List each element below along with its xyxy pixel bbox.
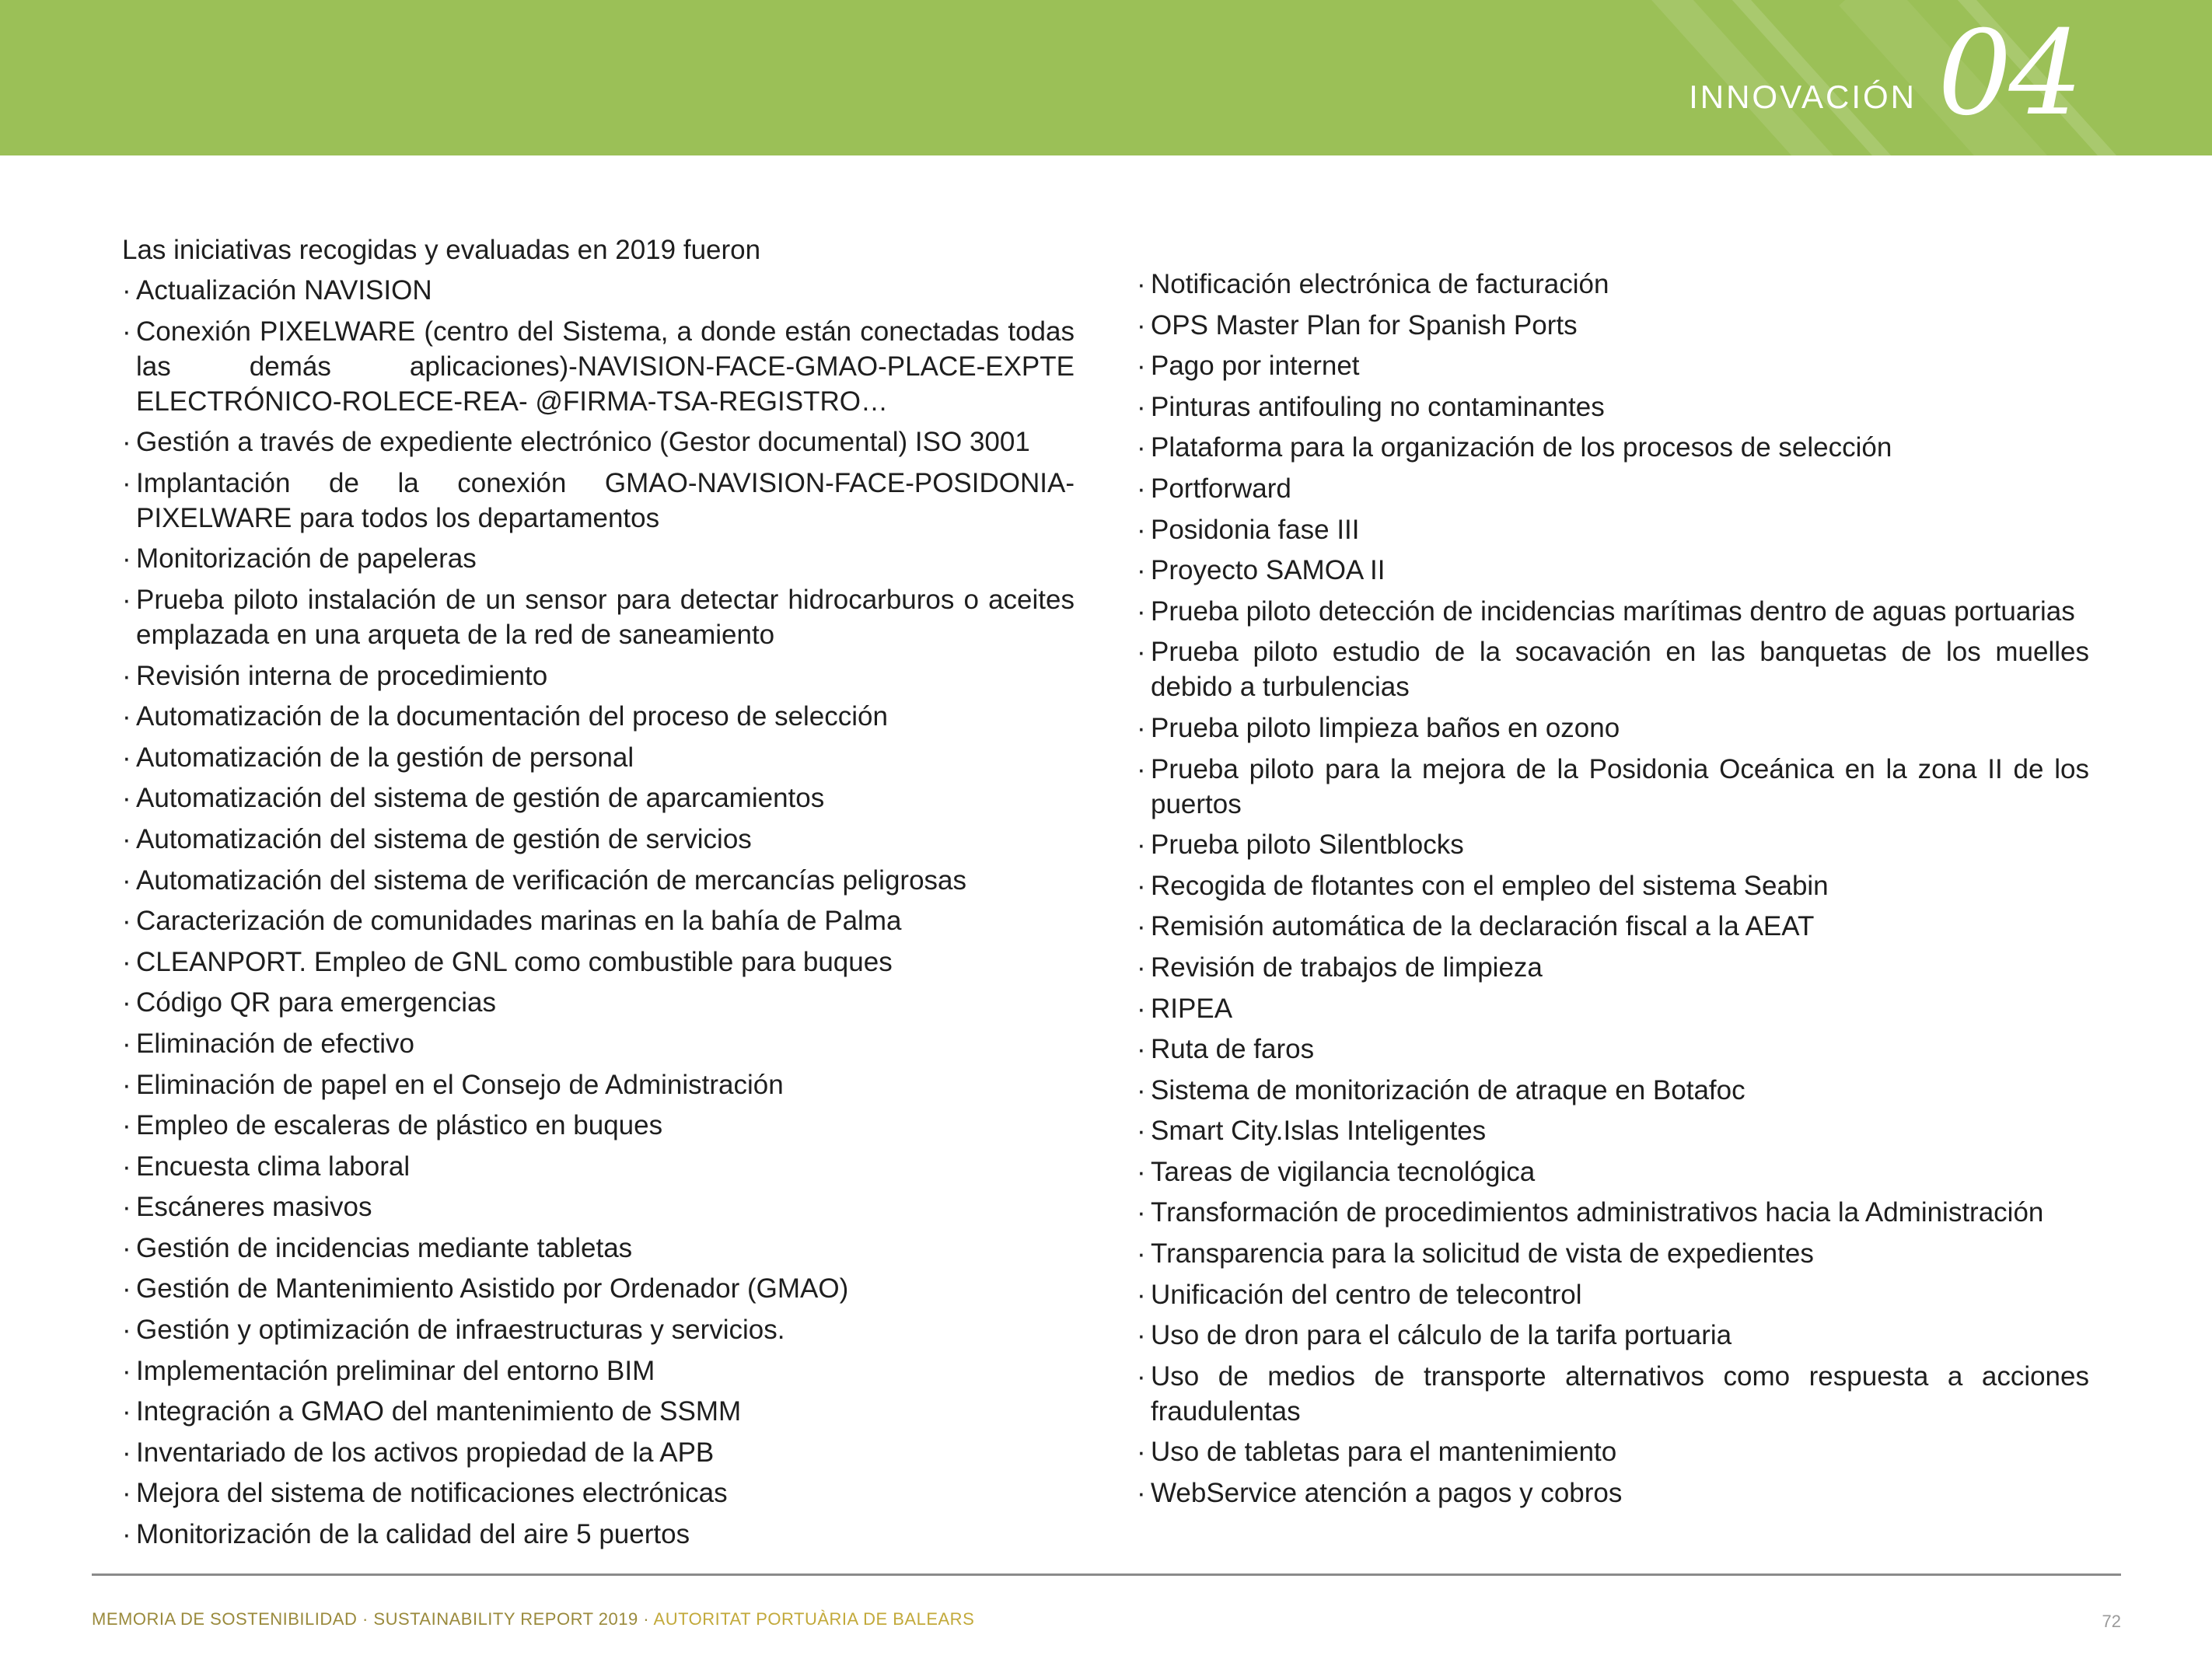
list-item: · Automatización del sistema de verificación de mercancías peligrosas	[122, 863, 1075, 898]
list-item: · Automatización de la gestión de personal	[122, 740, 1075, 775]
list-item: · Uso de tabletas para el mantenimiento	[1137, 1434, 2089, 1469]
list-item: · Implementación preliminar del entorno BIM	[122, 1353, 1075, 1388]
list-item: · Notificación electrónica de facturación	[1137, 267, 2089, 302]
list-item: · Prueba piloto estudio de la socavación en las banquetas de los muelles debido a turbulencias	[1137, 634, 2089, 704]
list-item: · Eliminación de papel en el Consejo de Administración	[122, 1067, 1075, 1102]
list-item: · Gestión a través de expediente electrónico (Gestor documental) ISO 3001	[122, 424, 1075, 459]
list-item: · Prueba piloto limpieza baños en ozono	[1137, 711, 2089, 746]
footer-divider	[92, 1573, 2121, 1576]
list-item: · Monitorización de la calidad del aire 5 puertos	[122, 1517, 1075, 1552]
list-item: · Remisión automática de la declaración fiscal a la AEAT	[1137, 909, 2089, 944]
list-item: · WebService atención a pagos y cobros	[1137, 1476, 2089, 1511]
list-item: · Integración a GMAO del mantenimiento de SSMM	[122, 1394, 1075, 1429]
list-item: · Pago por internet	[1137, 348, 2089, 383]
list-item: · Proyecto SAMOA II	[1137, 553, 2089, 588]
list-item: · Actualización NAVISION	[122, 273, 1075, 308]
list-item: · Plataforma para la organización de los procesos de selección	[1137, 430, 2089, 465]
list-item: · Encuesta clima laboral	[122, 1149, 1075, 1184]
list-item: · Uso de medios de transporte alternativos como respuesta a acciones fraudulentas	[1137, 1359, 2089, 1429]
list-item: · Implantación de la conexión GMAO-NAVISION-FACE-POSIDONIA-PIXELWARE para todos los departamentos	[122, 466, 1075, 536]
header-band	[0, 0, 2212, 155]
chapter-number: 04	[1938, 6, 2080, 141]
list-item: · Sistema de monitorización de atraque en Botafoc	[1137, 1073, 2089, 1108]
list-item: · Prueba piloto Silentblocks	[1137, 827, 2089, 862]
initiatives-list-right	[1137, 267, 2089, 1517]
list-item: · RIPEA	[1137, 991, 2089, 1026]
list-item: · Posidonia fase III	[1137, 512, 2089, 547]
list-item: · Recogida de flotantes con el empleo del sistema Seabin	[1137, 868, 2089, 903]
list-item: · Tareas de vigilancia tecnológica	[1137, 1154, 2089, 1189]
list-item: · Revisión de trabajos de limpieza	[1137, 950, 2089, 985]
list-item: · Prueba piloto instalación de un sensor para detectar hidrocarburos o aceites emplazada en una arqueta de la red de saneamiento	[122, 582, 1075, 652]
list-item: · Empleo de escaleras de plástico en buques	[122, 1108, 1075, 1143]
list-item: · Revisión interna de procedimiento	[122, 658, 1075, 693]
list-item: · Smart City.Islas Inteligentes	[1137, 1113, 2089, 1148]
list-item: · Código QR para emergencias	[122, 985, 1075, 1020]
footer-report-title: MEMORIA DE SOSTENIBILIDAD · SUSTAINABILITY REPORT 2019 ·	[92, 1609, 654, 1629]
list-item: · Monitorización de papeleras	[122, 541, 1075, 576]
list-item: · Prueba piloto detección de incidencias marítimas dentro de aguas portuarias	[1137, 594, 2089, 629]
list-item: · Portforward	[1137, 471, 2089, 506]
page-number: 72	[2102, 1612, 2121, 1631]
list-item: · Pinturas antifouling no contaminantes	[1137, 389, 2089, 424]
list-item: · Automatización del sistema de gestión de servicios	[122, 822, 1075, 857]
list-item: · Inventariado de los activos propiedad de la APB	[122, 1435, 1075, 1470]
list-item: · Transparencia para la solicitud de vista de expedientes	[1137, 1236, 2089, 1271]
list-item: · Transformación de procedimientos administrativos hacia la Administración	[1137, 1195, 2089, 1230]
list-item: · Caracterización de comunidades marinas en la bahía de Palma	[122, 903, 1075, 938]
section-title: INNOVACIÓN	[1689, 79, 1917, 115]
list-item: · Unificación del centro de telecontrol	[1137, 1277, 2089, 1312]
list-item: · Mejora del sistema de notificaciones electrónicas	[122, 1476, 1075, 1511]
list-item: · CLEANPORT. Empleo de GNL como combustible para buques	[122, 945, 1075, 980]
list-item: · Prueba piloto para la mejora de la Posidonia Oceánica en la zona II de los puertos	[1137, 752, 2089, 822]
list-item: · OPS Master Plan for Spanish Ports	[1137, 308, 2089, 343]
footer-organization: AUTORITAT PORTUÀRIA DE BALEARS	[653, 1609, 975, 1629]
list-item: · Automatización de la documentación del proceso de selección	[122, 699, 1075, 734]
intro-text: Las iniciativas recogidas y evaluadas en 2019 fueron	[122, 235, 761, 265]
initiatives-list-left	[122, 273, 1075, 1558]
footer-text	[92, 1609, 974, 1629]
list-item: · Conexión PIXELWARE (centro del Sistema, a donde están conectadas todas las demás aplicaciones)-NAVISION-FACE-GMAO-PLACE-EXPTE ELECTRÓNICO-ROLECE-REA- @FIRMA-TSA-REGISTRO…	[122, 314, 1075, 419]
list-item: · Uso de dron para el cálculo de la tarifa portuaria	[1137, 1318, 2089, 1353]
list-item: · Ruta de faros	[1137, 1032, 2089, 1067]
list-item: · Gestión y optimización de infraestructuras y servicios.	[122, 1312, 1075, 1347]
list-item: · Escáneres masivos	[122, 1189, 1075, 1224]
list-item: · Gestión de incidencias mediante tabletas	[122, 1231, 1075, 1266]
list-item: · Eliminación de efectivo	[122, 1026, 1075, 1061]
list-item: · Gestión de Mantenimiento Asistido por Ordenador (GMAO)	[122, 1271, 1075, 1306]
list-item: · Automatización del sistema de gestión de aparcamientos	[122, 781, 1075, 816]
